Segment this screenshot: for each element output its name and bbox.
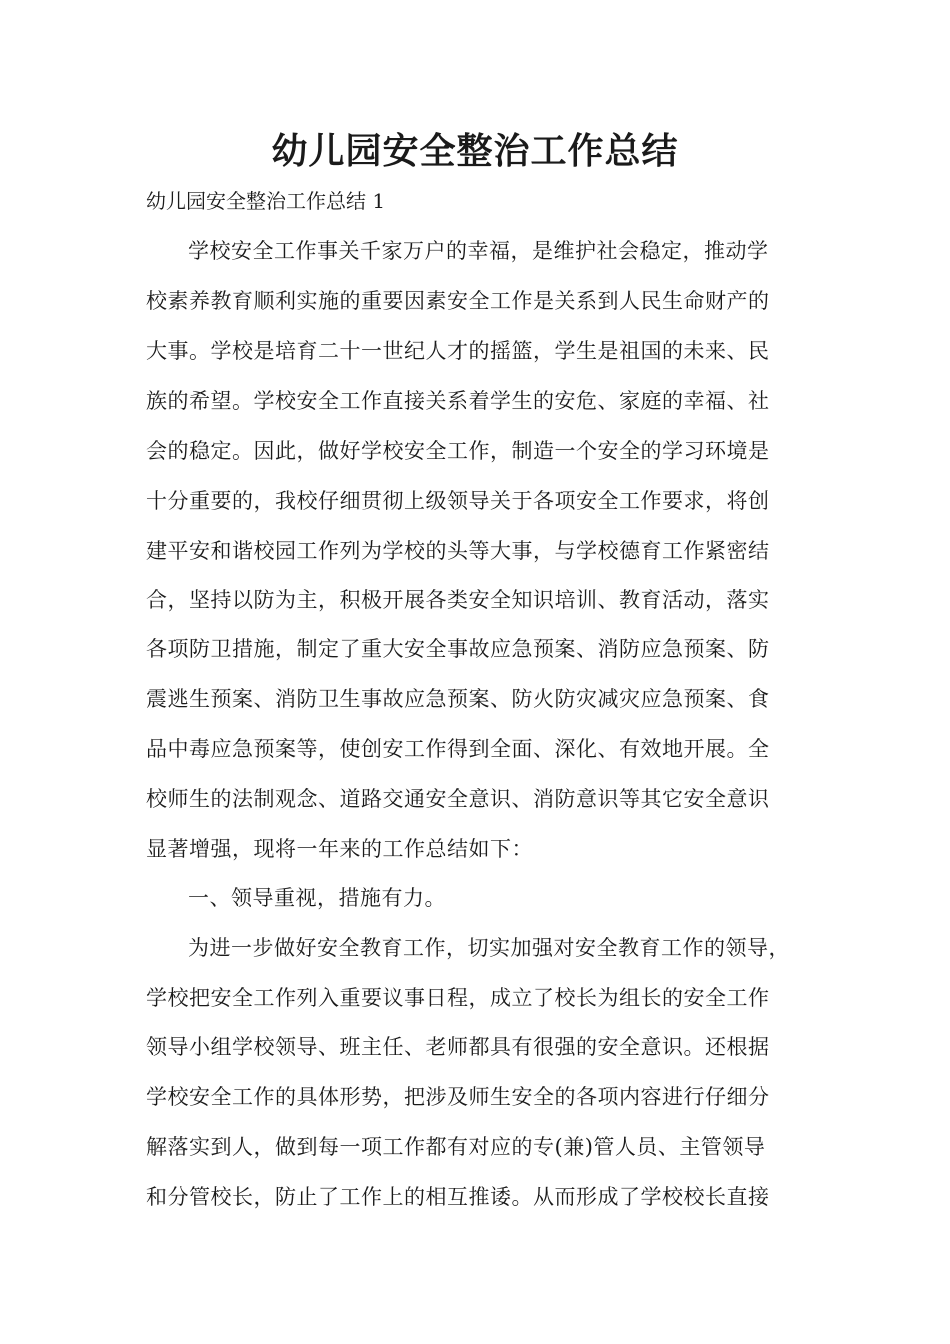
paragraph-1-line-9: 各项防卫措施，制定了重大安全事故应急预案、消防应急预案、防 bbox=[146, 637, 770, 661]
paragraph-1-line-4: 族的希望。学校安全工作直接关系着学生的安危、家庭的幸福、社 bbox=[146, 389, 770, 413]
document-subtitle: 幼儿园安全整治工作总结 1 bbox=[146, 189, 386, 213]
paragraph-2-line-5: 解落实到人，做到每一项工作都有对应的专(兼)管人员、主管领导 bbox=[146, 1135, 766, 1159]
document-title: 幼儿园安全整治工作总结 bbox=[271, 131, 679, 172]
paragraph-2-line-2: 学校把安全工作列入重要议事日程，成立了校长为组长的安全工作 bbox=[146, 986, 770, 1010]
paragraph-1-line-12: 校师生的法制观念、道路交通安全意识、消防意识等其它安全意识 bbox=[146, 787, 770, 811]
paragraph-2-line-6: 和分管校长，防止了工作上的相互推诿。从而形成了学校校长直接 bbox=[146, 1185, 770, 1209]
paragraph-1-line-8: 合，坚持以防为主，积极开展各类安全知识培训、教育活动，落实 bbox=[146, 588, 770, 612]
paragraph-1-line-7: 建平安和谐校园工作列为学校的头等大事，与学校德育工作紧密结 bbox=[146, 539, 770, 563]
paragraph-1-line-11: 品中毒应急预案等，使创安工作得到全面、深化、有效地开展。全 bbox=[146, 737, 770, 761]
paragraph-1-line-1: 学校安全工作事关千家万户的幸福，是维护社会稳定，推动学 bbox=[188, 239, 769, 263]
paragraph-1-line-3: 大事。学校是培育二十一世纪人才的摇篮，学生是祖国的未来、民 bbox=[146, 339, 770, 363]
paragraph-1-line-10: 震逃生预案、消防卫生事故应急预案、防火防灾减灾应急预案、食 bbox=[146, 687, 770, 711]
paragraph-2-line-4: 学校安全工作的具体形势，把涉及师生安全的各项内容进行仔细分 bbox=[146, 1085, 770, 1109]
paragraph-2-line-3: 领导小组学校领导、班主任、老师都具有很强的安全意识。还根据 bbox=[146, 1035, 770, 1059]
paragraph-1-line-13: 显著增强，现将一年来的工作总结如下： bbox=[146, 837, 533, 861]
paragraph-2-line-1: 为进一步做好安全教育工作，切实加强对安全教育工作的领导， bbox=[188, 936, 790, 960]
paragraph-1-line-2: 校素养教育顺利实施的重要因素安全工作是关系到人民生命财产的 bbox=[146, 289, 770, 313]
paragraph-1-line-5: 会的稳定。因此，做好学校安全工作，制造一个安全的学习环境是 bbox=[146, 439, 770, 463]
paragraph-1-line-6: 十分重要的，我校仔细贯彻上级领导关于各项安全工作要求，将创 bbox=[146, 489, 770, 513]
section-heading-1: 一、领导重视，措施有力。 bbox=[188, 886, 446, 910]
